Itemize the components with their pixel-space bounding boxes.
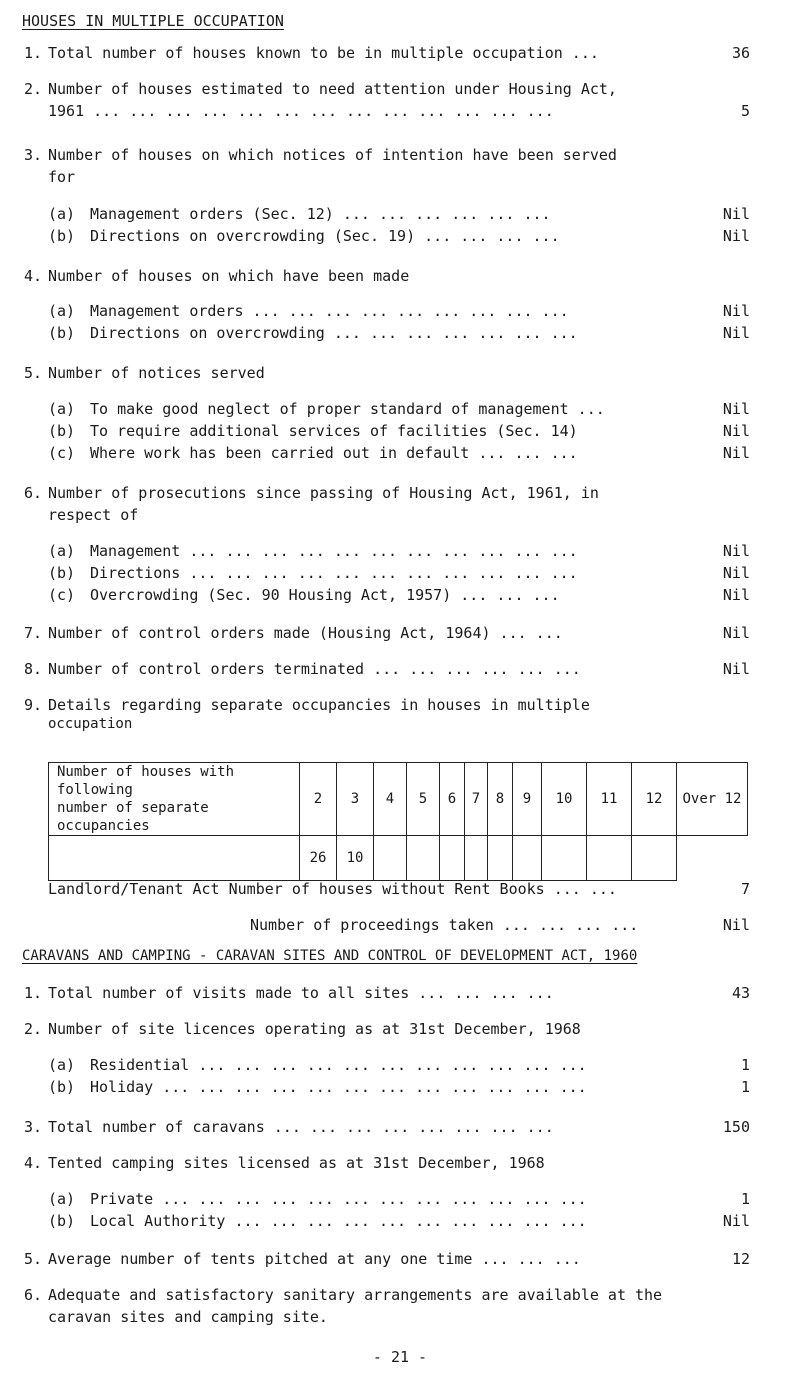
- hmo-item-9: [0, 696, 800, 718]
- item-text: Number of houses estimated to need attention under Housing Act,: [48, 80, 617, 98]
- sub-letter: (c): [48, 586, 76, 604]
- item-number: 6.: [24, 484, 43, 502]
- table-header-label: [49, 763, 300, 836]
- hmo-item-2-cont: [0, 102, 800, 124]
- proceedings-row: [0, 916, 800, 938]
- sub-text: Local Authority ... ... ... ... ... ... ... ... ... ...: [90, 1212, 587, 1230]
- item-text-cont: 1961 ... ... ... ... ... ... ... ... ... ... ... ... ...: [48, 102, 554, 120]
- sub-text: Private ... ... ... ... ... ... ... ... ... ... ... ...: [90, 1190, 587, 1208]
- sub-letter: (b): [48, 227, 76, 245]
- sub-value: Nil: [722, 586, 750, 604]
- table-cell: 26: [300, 836, 337, 881]
- hmo-item-5: [0, 364, 800, 386]
- hmo-item-6-cont: [0, 506, 800, 528]
- table-data-row: [49, 836, 748, 881]
- col-header: 10: [542, 763, 587, 836]
- sub-text: Where work has been carried out in default ... ... ...: [90, 444, 578, 462]
- table-cell: [49, 836, 300, 881]
- hmo-item-1: [0, 44, 800, 66]
- table-cell: [407, 836, 440, 881]
- hmo-item-8: [0, 660, 800, 682]
- sub-value: Nil: [722, 227, 750, 245]
- col-header: 9: [513, 763, 542, 836]
- sub-value: 1: [740, 1190, 750, 1208]
- sub-text: To require additional services of facilities (Sec. 14): [90, 422, 578, 440]
- section-heading-hmo: HOUSES IN MULTIPLE OCCUPATION: [22, 12, 284, 30]
- item-number: 8.: [24, 660, 43, 678]
- sub-letter: (a): [48, 400, 76, 418]
- item-value: 12: [731, 1250, 750, 1268]
- caravan-item-6: [0, 1286, 800, 1308]
- sub-value: Nil: [722, 564, 750, 582]
- sub-text: Overcrowding (Sec. 90 Housing Act, 1957) ... ... ...: [90, 586, 560, 604]
- header-label-line: Number of houses with following: [57, 764, 235, 798]
- item-text: Adequate and satisfactory sanitary arrangements are available at the: [48, 1286, 663, 1304]
- item-text: Tented camping sites licensed as at 31st December, 1968: [48, 1154, 545, 1172]
- sub-letter: (c): [48, 444, 76, 462]
- sub-letter: (b): [48, 422, 76, 440]
- sub-letter: (a): [48, 1056, 76, 1074]
- hmo-item-4b: [0, 324, 800, 346]
- table-cell: [587, 836, 632, 881]
- item-number: 4.: [24, 267, 43, 285]
- sub-text: Residential ... ... ... ... ... ... ... ... ... ... ...: [90, 1056, 587, 1074]
- sub-value: Nil: [722, 400, 750, 418]
- sub-text: To make good neglect of proper standard of management ...: [90, 400, 605, 418]
- item-text: Number of houses on which notices of intention have been served: [48, 146, 617, 164]
- caravan-item-3: [0, 1118, 800, 1140]
- sub-text: Management orders (Sec. 12) ... ... ... ... ... ...: [90, 205, 551, 223]
- sub-letter: (a): [48, 542, 76, 560]
- sub-text: Directions ... ... ... ... ... ... ... ... ... ... ...: [90, 564, 578, 582]
- item-value: 5: [740, 102, 750, 120]
- caravan-item-6-cont: [0, 1308, 800, 1330]
- section-heading-caravans: CARAVANS AND CAMPING - CARAVAN SITES AND CONTROL OF DEVELOPMENT ACT, 1960: [22, 948, 638, 964]
- item-number: 6.: [24, 1286, 43, 1304]
- col-header-over: Over 12: [677, 763, 748, 836]
- col-header: 6: [440, 763, 465, 836]
- sub-value: Nil: [722, 444, 750, 462]
- page-number: - 21 -: [372, 1348, 428, 1366]
- item-text: Number of control orders made (Housing Act, 1964) ... ...: [48, 624, 563, 642]
- occupancy-table: [48, 762, 748, 881]
- hmo-item-9-cont: [0, 716, 800, 738]
- sub-text: Management orders ... ... ... ... ... ... ... ... ...: [90, 302, 569, 320]
- col-header: 5: [407, 763, 440, 836]
- table-cell: [440, 836, 465, 881]
- landlord-value: 7: [740, 880, 750, 898]
- item-value: 36: [731, 44, 750, 62]
- table-header-row: [49, 763, 748, 836]
- sub-value: Nil: [722, 422, 750, 440]
- item-number: 5.: [24, 364, 43, 382]
- item-number: 2.: [24, 80, 43, 98]
- hmo-item-2: [0, 80, 800, 102]
- sub-value: Nil: [722, 542, 750, 560]
- item-text-cont: caravan sites and camping site.: [48, 1308, 328, 1326]
- col-header: 2: [300, 763, 337, 836]
- item-text: Number of notices served: [48, 364, 265, 382]
- item-text: Number of site licences operating as at 31st December, 1968: [48, 1020, 581, 1038]
- caravan-item-2a: [0, 1056, 800, 1078]
- proceedings-text: Number of proceedings taken ... ... ... ...: [250, 916, 639, 934]
- hmo-item-3a: [0, 205, 800, 227]
- hmo-item-6: [0, 484, 800, 506]
- col-header: 11: [587, 763, 632, 836]
- col-header: 7: [465, 763, 488, 836]
- table-cell: [542, 836, 587, 881]
- caravan-item-4: [0, 1154, 800, 1176]
- table-cell: [374, 836, 407, 881]
- sub-letter: (b): [48, 564, 76, 582]
- item-number: 3.: [24, 1118, 43, 1136]
- item-number: 1.: [24, 44, 43, 62]
- col-header: 12: [632, 763, 677, 836]
- hmo-item-4: [0, 267, 800, 289]
- item-value: Nil: [722, 660, 750, 678]
- sub-letter: (b): [48, 324, 76, 342]
- caravan-item-2b: [0, 1078, 800, 1100]
- sub-text: Holiday ... ... ... ... ... ... ... ... ... ... ... ...: [90, 1078, 587, 1096]
- sub-value: Nil: [722, 302, 750, 320]
- hmo-item-6c: [0, 586, 800, 608]
- hmo-item-6a: [0, 542, 800, 564]
- item-number: 4.: [24, 1154, 43, 1172]
- header-label-line: number of separate occupancies: [57, 800, 209, 834]
- table-cell: 10: [337, 836, 374, 881]
- caravan-item-2: [0, 1020, 800, 1042]
- sub-text: Management ... ... ... ... ... ... ... ... ... ... ...: [90, 542, 578, 560]
- landlord-text: Landlord/Tenant Act Number of houses without Rent Books ... ...: [48, 880, 617, 898]
- sub-value: Nil: [722, 1212, 750, 1230]
- hmo-item-5b: [0, 422, 800, 444]
- hmo-item-7: [0, 624, 800, 646]
- item-text: Total number of visits made to all sites ... ... ... ...: [48, 984, 554, 1002]
- landlord-tenant-row: [0, 880, 800, 902]
- table-cell: [465, 836, 488, 881]
- hmo-item-5a: [0, 400, 800, 422]
- col-header: 3: [337, 763, 374, 836]
- proceedings-value: Nil: [722, 916, 750, 934]
- item-number: 5.: [24, 1250, 43, 1268]
- item-number: 9.: [24, 696, 43, 714]
- item-number: 2.: [24, 1020, 43, 1038]
- item-text-cont: respect of: [48, 506, 139, 524]
- item-text: Number of houses on which have been made: [48, 267, 410, 285]
- col-header: 4: [374, 763, 407, 836]
- item-text: Number of prosecutions since passing of Housing Act, 1961, in: [48, 484, 599, 502]
- hmo-item-5c: [0, 444, 800, 466]
- caravan-item-1: [0, 984, 800, 1006]
- sub-value: 1: [740, 1078, 750, 1096]
- caravan-item-4b: [0, 1212, 800, 1234]
- item-text: Total number of houses known to be in multiple occupation ...: [48, 44, 599, 62]
- sub-letter: (a): [48, 302, 76, 320]
- item-text-cont: for: [48, 168, 76, 186]
- hmo-item-6b: [0, 564, 800, 586]
- sub-value: 1: [740, 1056, 750, 1074]
- sub-letter: (b): [48, 1212, 76, 1230]
- table-cell: [632, 836, 677, 881]
- item-number: 7.: [24, 624, 43, 642]
- sub-letter: (a): [48, 1190, 76, 1208]
- item-value: Nil: [722, 624, 750, 642]
- sub-letter: (a): [48, 205, 76, 223]
- caravan-item-4a: [0, 1190, 800, 1212]
- item-number: 3.: [24, 146, 43, 164]
- item-text: Details regarding separate occupancies in houses in multiple: [48, 696, 590, 714]
- sub-value: Nil: [722, 324, 750, 342]
- sub-value: Nil: [722, 205, 750, 223]
- hmo-item-4a: [0, 302, 800, 324]
- hmo-item-3b: [0, 227, 800, 249]
- item-value: 150: [722, 1118, 750, 1136]
- caravan-item-5: [0, 1250, 800, 1272]
- sub-text: Directions on overcrowding ... ... ... ... ... ... ...: [90, 324, 578, 342]
- item-number: 1.: [24, 984, 43, 1002]
- item-text-cont: occupation: [48, 716, 133, 732]
- table-cell: [513, 836, 542, 881]
- sub-text: Directions on overcrowding (Sec. 19) ... ... ... ...: [90, 227, 560, 245]
- hmo-item-3-cont: [0, 168, 800, 190]
- sub-letter: (b): [48, 1078, 76, 1096]
- item-value: 43: [731, 984, 750, 1002]
- col-header: 8: [488, 763, 513, 836]
- hmo-item-3: [0, 146, 800, 168]
- table-cell: [488, 836, 513, 881]
- item-text: Total number of caravans ... ... ... ... ... ... ... ...: [48, 1118, 554, 1136]
- item-text: Average number of tents pitched at any one time ... ... ...: [48, 1250, 581, 1268]
- item-text: Number of control orders terminated ... ... ... ... ... ...: [48, 660, 581, 678]
